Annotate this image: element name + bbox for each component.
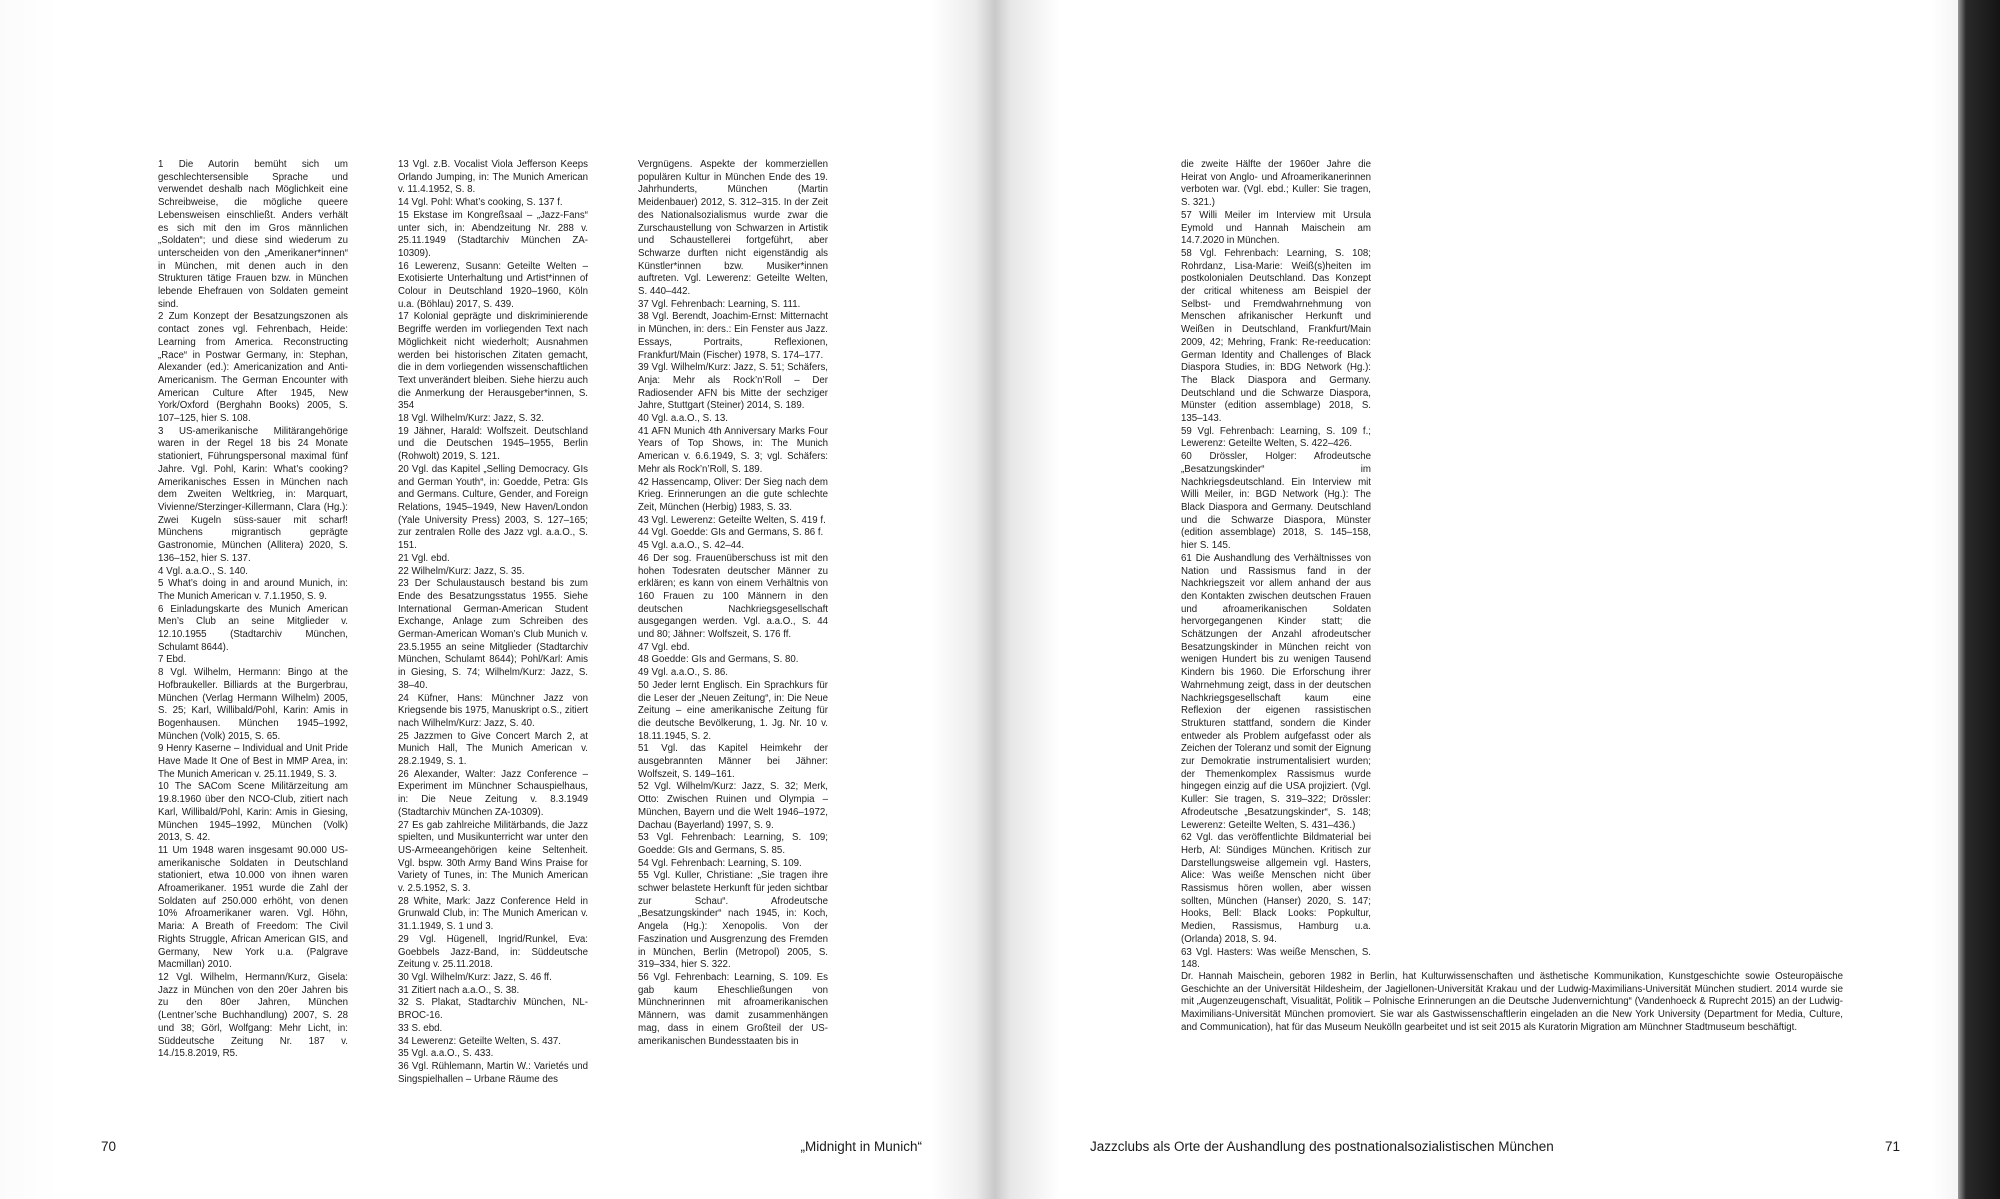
footnote: 56 Vgl. Fehrenbach: Learning, S. 109. Es gab kaum Eheschließungen von Münchnerinnen mit afroamerikanischen Männern, was damit zusammenhängen mag, dass in einem Großteil der US-amerikanischen Bundesstaaten bis in — [638, 972, 828, 1047]
footnote: 25 Jazzmen to Give Concert March 2, at Munich Hall, The Munich American v. 28.2.1949, S. 1. — [398, 730, 588, 768]
footnote: 62 Vgl. das veröffentlichte Bildmaterial bei Herb, Al: Sündiges München. Kritisch zur Darstellungsweise allgemein vgl. Hasters, Alice: Was weiße Menschen nicht über Rassismus hören wollen, aber wissen sollten, München (Hanser) 2020, S. 147; Hooks, Bell: Black Looks: Popkultur, Medien, Rassismus, Hamburg u.a. (Orlanda) 2018, S. 94. — [1181, 832, 1371, 945]
right-running-title: Jazzclubs als Orte der Aushandlung des postnationalsozialistischen München — [1090, 1139, 1554, 1154]
footnote: 45 Vgl. a.a.O., S. 42–44. — [638, 540, 745, 552]
footnote: 28 White, Mark: Jazz Conference Held in Grunwald Club, in: The Munich American v. 31.1.1949, S. 1 und 3. — [398, 895, 588, 933]
left-footnotes-column-1 — [158, 159, 348, 1061]
footnote: 7 Ebd. — [158, 654, 187, 666]
footnote: 12 Vgl. Wilhelm, Hermann/Kurz, Gisela: Jazz in München von den 20er Jahren bis zu den 80er Jahren, München (Lentner’sche Buchhandlung) 2007, S. 28 und 38; Görl, Wolfgang: Mehr Licht, in: Süddeutsche Zeitung Nr. 187 v. 14./15.8.2019, R5. — [158, 972, 348, 1060]
footnote: 46 Der sog. Frauenüberschuss ist mit den hohen Todesraten deutscher Männer zu erklären; es kann von einem Verhältnis von 160 Frauen zu 100 Männern in den deutschen Nachkriegsgesellschaft ausgegangen werden. Vgl. a.a.O., S. 44 und 80; Jähner: Wolfszeit, S. 176 ff. — [638, 552, 828, 641]
footnote: 3 US-amerikanische Militärangehörige waren in der Regel 18 bis 24 Monate stationiert, Führungspersonal maximal fünf Jahre. Vgl. Pohl, Karin: What’s cooking? Amerikanisches Essen in München nach dem Zweiten Weltkrieg, in: Marquart, Vivienne/Sterzinger-Killermann, Clara (Hg.): Zwei Kugeln süss-sauer mit scharf! Münchens migrantisch geprägte Gastronomie, München (Allitera) 2020, S. 136–152, hier S. 137. — [158, 425, 348, 564]
footnote: 35 Vgl. a.a.O., S. 433. — [398, 1048, 494, 1060]
book-edge — [1958, 0, 2000, 1199]
footnote: 24 Küfner, Hans: Münchner Jazz von Kriegsende bis 1975, Manuskript o.S., zitiert nach Wilhelm/Kurz: Jazz, S. 40. — [398, 692, 588, 729]
footnote: 6 Einladungskarte des Munich American Men’s Club an seine Mitglieder v. 12.10.1955 (Stadtarchiv München, Schulamt 8644). — [158, 603, 348, 653]
footnote: 38 Vgl. Berendt, Joachim-Ernst: Mitternacht in München, in: ders.: Ein Fenster aus Jazz. Essays, Portraits, Reflexionen, Frankfurt/Main (Fischer) 1978, S. 174–177. — [638, 311, 828, 361]
footnote: 29 Vgl. Hügenell, Ingrid/Runkel, Eva: Goebbels Jazz-Band, in: Süddeutsche Zeitung v. 25.11.2018. — [398, 933, 588, 971]
footnote: 39 Vgl. Wilhelm/Kurz: Jazz, S. 51; Schäfers, Anja: Mehr als Rock’n’Roll – Der Radiosender AFN bis Mitte der sechziger Jahre, Stuttgart (Steiner) 2014, S. 189. — [638, 362, 828, 412]
footnote: 43 Vgl. Lewerenz: Geteilte Welten, S. 419 f. — [638, 514, 826, 526]
footnote: 10 The SACom Scene Militärzeitung am 19.8.1960 über den NCO-Club, zitiert nach Karl, Willibald/Pohl, Karin: Amis in Giesing, München 1945–1992, München (Volk) 2013, S. 42. — [158, 781, 348, 844]
footnote: 16 Lewerenz, Susann: Geteilte Welten – Exotisierte Unterhaltung und Artist*innen of Colour in Deutschland 1920–1960, Köln u.a. (Böhlau) 2017, S. 439. — [398, 260, 588, 310]
left-page-number: 70 — [101, 1139, 117, 1154]
footnote: 9 Henry Kaserne – Individual and Unit Pride Have Made It One of Best in MMP Area, in: The Munich American v. 25.11.1949, S. 3. — [158, 743, 348, 780]
footnote: 5 What’s doing in and around Munich, in: The Munich American v. 7.1.1950, S. 9. — [158, 578, 348, 602]
footnote: 44 Vgl. Goedde: GIs and Germans, S. 86 f. — [638, 527, 824, 539]
footnote: 15 Ekstase im Kongreßsaal – „Jazz-Fans“ unter sich, in: Abendzeitung Nr. 288 v. 25.11.1949 (Stadtarchiv München ZA-10309). — [398, 209, 588, 259]
footnote: 51 Vgl. das Kapitel Heimkehr der ausgebrannten Männer bei Jähner: Wolfszeit, S. 149–161. — [638, 743, 828, 780]
footnote: 11 Um 1948 waren insgesamt 90.000 US-amerikanische Soldaten in Deutschland stationiert, etwa 10.000 von ihnen waren Afroamerikaner. 1951 wurde die Zahl der Soldaten auf 250.000 erhöht, von denen 10% Afroamerikaner waren. Vgl. Höhn, Maria: A Breath of Freedom: The Civil Rights Struggle, African American GIS, and Germany, New York u.a. (Palgrave Macmillan) 2010. — [158, 844, 348, 971]
footnote: 49 Vgl. a.a.O., S. 86. — [638, 667, 728, 679]
footnote: 58 Vgl. Fehrenbach: Learning, S. 108; Rohrdanz, Lisa-Marie: Weiß(s)heiten im postkolonialen Deutschland. Das Konzept der critical whiteness am Beispiel der Selbst- und Fremdwahrnehmung von Menschen afrikanischer Herkunft und Weißen in Deutschland, Frankfurt/Main 2009, 42; Mehring, Frank: Re-reeducation: German Identity and Challenges of Black Diaspora Studies, in: BDG Network (Hg.): The Black Diaspora and Germany. Deutschland und die Schwarze Diaspora, Münster (edition assemblage) 2018, S. 135–143. — [1181, 247, 1371, 425]
footnote: 41 AFN Munich 4th Anniversary Marks Four Years of Top Shows, in: The Munich American v. 6.6.1949, S. 3; vgl. Schäfers: Mehr als Rock’n’Roll, S. 189. — [638, 425, 828, 475]
footnote: 61 Die Aushandlung des Verhältnisses von Nation und Rassismus fand in der Nachkriegszeit vor allem anhand der aus den Kontakten zwischen deutschen Frauen und afroamerikanischen Soldaten hervorgegangenen Kinder statt; die Schätzungen der Anzahl afrodeutscher Besatzungskinder in München reicht von wenigen Hundert bis zu wenigen Tausend Kindern bis 1960. Die Erforschung ihrer Wahrnehmung zeigt, dass in der deutschen Nachkriegsgesellschaft kaum eine Reflexion der eigenen rassistischen Strukturen stattfand, sondern die Kinder entweder als Problem aufgefasst oder als Zeichen der Toleranz und somit der Eignung zur Demokratie instrumentalisiert wurden; der Themenkomplex Rassismus wurde hingegen einzig auf die USA projiziert. (Vgl. Kuller: Sie tragen, S. 319–322; Drössler: Afrodeutsche „Besatzungskinder“, S. 148; Lewerenz: Geteilte Welten, S. 431–436.) — [1181, 552, 1371, 831]
footnote: 34 Lewerenz: Geteilte Welten, S. 437. — [398, 1035, 561, 1047]
footnote: 13 Vgl. z.B. Vocalist Viola Jefferson Keeps Orlando Jumping, in: The Munich American v. 11.4.1952, S. 8. — [398, 159, 588, 196]
footnote: 54 Vgl. Fehrenbach: Learning, S. 109. — [638, 857, 802, 869]
footnote: 17 Kolonial geprägte und diskriminierende Begriffe werden im vorliegenden Text nach Möglichkeit nicht wiederholt; Ausnahmen werden bei historischen Zitaten gemacht, die in dem vorliegenden wissenschaftlichen Text unverändert bleiben. Siehe hierzu auch die Anmerkung der Herausgeber*innen, S. 354 — [398, 311, 588, 412]
footnote: 40 Vgl. a.a.O., S. 13. — [638, 413, 728, 425]
left-running-title: „Midnight in Munich“ — [800, 1139, 922, 1154]
footnote: 8 Vgl. Wilhelm, Hermann: Bingo at the Hofbraukeller. Billiards at the Burgerbrau, München (Verlag Hermann Wilhelm) 2005, S. 25; Karl, Willibald/Pohl, Karin: Amis in Bogenhausen. München 1945–1992, München (Volk) 2015, S. 65. — [158, 667, 348, 742]
footnote: 33 S. ebd. — [398, 1022, 443, 1034]
footnote: 14 Vgl. Pohl: What’s cooking, S. 137 f. — [398, 197, 563, 209]
footnote: 21 Vgl. ebd. — [398, 552, 450, 564]
footnote: 37 Vgl. Fehrenbach: Learning, S. 111. — [638, 298, 801, 310]
footnote: 52 Vgl. Wilhelm/Kurz: Jazz, S. 32; Merk, Otto: Zwischen Ruinen und Olympia – München, Bayern und die Welt 1946–1972, Dachau (Bayerland) 1997, S. 9. — [638, 781, 828, 831]
footnote: Vergnügens. Aspekte der kommerziellen populären Kultur in München Ende des 19. Jahrhunderts, München (Martin Meidenbauer) 2012, S. 312–315. In der Zeit des Nationalsozialismus wurde zwar die Zurschaustellung von Schwarzen in Artistik und Schaustellerei fortgeführt, aber Schwarze durften nicht eigenständig als Künstler*innen bzw. Musiker*innen auftreten. Vgl. Lewerenz: Geteilte Welten, S. 440–442. — [638, 159, 828, 298]
footnote: 22 Wilhelm/Kurz: Jazz, S. 35. — [398, 565, 525, 577]
footnote: die zweite Hälfte der 1960er Jahre die Heirat von Anglo- und Afroamerikanerinnen verboten war. (Vgl. ebd.; Kuller: Sie tragen, S. 321.) — [1181, 159, 1371, 209]
footnote: 20 Vgl. das Kapitel „Selling Democracy. GIs and German Youth“, in: Goedde, Petra: GIs and Germans. Culture, Gender, and Foreign Relations, 1945–1949, New Haven/London (Yale University Press) 2003, S. 127–165; zur zentralen Rolle des Jazz vgl. a.a.O., S. 151. — [398, 463, 588, 552]
footnote: 31 Zitiert nach a.a.O., S. 38. — [398, 984, 520, 996]
left-footnotes-column-2 — [398, 159, 588, 1086]
footnote: 57 Willi Meiler im Interview mit Ursula Eymold und Hannah Maischein am 14.7.2020 in München. — [1181, 209, 1371, 247]
footnote: 53 Vgl. Fehrenbach: Learning, S. 109; Goedde: GIs and Germans, S. 85. — [638, 832, 828, 856]
footnote: 55 Vgl. Kuller, Christiane: „Sie tragen ihre schwer belastete Herkunft für jeden sichtbar zur Schau“. Afrodeutsche „Besatzungskinder“ nach 1945, in: Koch, Angela (Hg.): Xenopolis. Von der Faszination und Ausgrenzung des Fremden in München, Berlin (Metropol) 2005, S. 319–334, hier S. 322. — [638, 870, 828, 971]
footnote: 50 Jeder lernt Englisch. Ein Sprachkurs für die Leser der „Neuen Zeitung“, in: Die Neue Zeitung – eine amerikanische Zeitung für die deutsche Bevölkerung, 1. Jg. Nr. 10 v. 18.11.1945, S. 2. — [638, 679, 828, 742]
footnote: 23 Der Schulaustausch bestand bis zum Ende des Besatzungsstatus 1955. Siehe International German-American Student Exchange, Anlage zum Schreiben des German-American Woman’s Club Munich v. 23.5.1955 an seine Mitglieder (Stadtarchiv München, Schulamt 8644); Pohl/Karl: Amis in Giesing, S. 74; Wilhelm/Kurz: Jazz, S. 38–40. — [398, 578, 588, 691]
footnote: 18 Vgl. Wilhelm/Kurz: Jazz, S. 32. — [398, 413, 544, 425]
footnote: 47 Vgl. ebd. — [638, 641, 690, 653]
left-footnotes-column-3 — [638, 159, 828, 1048]
footnote: 1 Die Autorin bemüht sich um geschlechtersensible Sprache und verwendet deshalb nach Möglichkeit eine Schreibweise, die mögliche queere Lebensweisen einschließt. Anders verhält es sich mit den im Gros männlichen „Soldaten“; und diese sind wiederum zu unterscheiden von den „Amerikaner*innen“ in München, mit denen auch in den Strukturen tätige Frauen bzw. in München lebende Ehefrauen von Soldaten gemeint sind. — [158, 159, 348, 310]
author-bio: Dr. Hannah Maischein, geboren 1982 in Berlin, hat Kulturwissenschaften und ästhetische Kommunikation, Kunstgeschichte sowie Osteuropäische Geschichte an der Universität Hildesheim, der Jagiellonen-Universität Krakau und der Ludwig-Maximilians-Universität München studiert. 2014 wurde sie mit „Augenzeugenschaft, Visualität, Politik – Polnische Erinnerungen an die Deutsche Judenvernichtung“ (Vandenhoeck & Ruprecht 2015) an der Ludwig-Maximilians-Universität München promoviert. Sie war als Gastwissenschaftlerin eingeladen an die New York University (Department for Media, Culture, and Communication), hat für das Museum Neukölln gearbeitet und ist seit 2015 als Kuratorin Migration am Münchner Stadtmuseum beschäftigt. — [1181, 971, 1843, 1033]
right-footnotes-column — [1181, 159, 1371, 972]
footnote: 26 Alexander, Walter: Jazz Conference – Experiment im Münchner Schauspielhaus, in: Die Neue Zeitung v. 8.3.1949 (Stadtarchiv München ZA-10309). — [398, 768, 588, 818]
footnote: 32 S. Plakat, Stadtarchiv München, NL-BROC-16. — [398, 997, 588, 1022]
footnote: 36 Vgl. Rühlemann, Martin W.: Varietés und Singspielhallen – Urbane Räume des — [398, 1060, 588, 1085]
right-page-number: 71 — [1884, 1139, 1900, 1154]
footnote: 59 Vgl. Fehrenbach: Learning, S. 109 f.; Lewerenz: Geteilte Welten, S. 422–426. — [1181, 425, 1371, 450]
footnote: 30 Vgl. Wilhelm/Kurz: Jazz, S. 46 ff. — [398, 972, 552, 983]
footnote: 48 Goedde: GIs and Germans, S. 80. — [638, 654, 799, 666]
footnote: 60 Drössler, Holger: Afrodeutsche „Besatzungskinder“ im Nachkriegsdeutschland. Ein Interview mit Willi Meiler, in: BGD Network (Hg.): The Black Diaspora and Germany. Deutschland und die Schwarze Diaspora, Münster (edition assemblage) 2018, S. 145–158, hier S. 145. — [1181, 451, 1371, 552]
footnote: 27 Es gab zahlreiche Militärbands, die Jazz spielten, und Musikunterricht war unter den US-Armeeangehörigen keine Seltenheit. Vgl. bspw. 30th Army Band Wins Praise for Variety of Tunes, in: The Munich American v. 2.5.1952, S. 3. — [398, 819, 588, 895]
footnote: 42 Hassencamp, Oliver: Der Sieg nach dem Krieg. Erinnerungen an die gute schlechte Zeit, München (Herbig) 1983, S. 33. — [638, 476, 828, 513]
footnote: 2 Zum Konzept der Besatzungszonen als contact zones vgl. Fehrenbach, Heide: Learning from America. Reconstructing „Race“ in Postwar Germany, in: Stephan, Alexander (ed.): Americanization and Anti-Americanism. The German Encounter with American Culture After 1945, New York/Oxford (Berghahn Books) 2005, S. 107–125, hier S. 108. — [158, 311, 348, 425]
footnote: 19 Jähner, Harald: Wolfszeit. Deutschland und die Deutschen 1945–1955, Berlin (Rohwolt) 2019, S. 121. — [398, 425, 588, 463]
footnote: 63 Vgl. Hasters: Was weiße Menschen, S. 148. — [1181, 946, 1371, 971]
footnote: 4 Vgl. a.a.O., S. 140. — [158, 565, 248, 577]
